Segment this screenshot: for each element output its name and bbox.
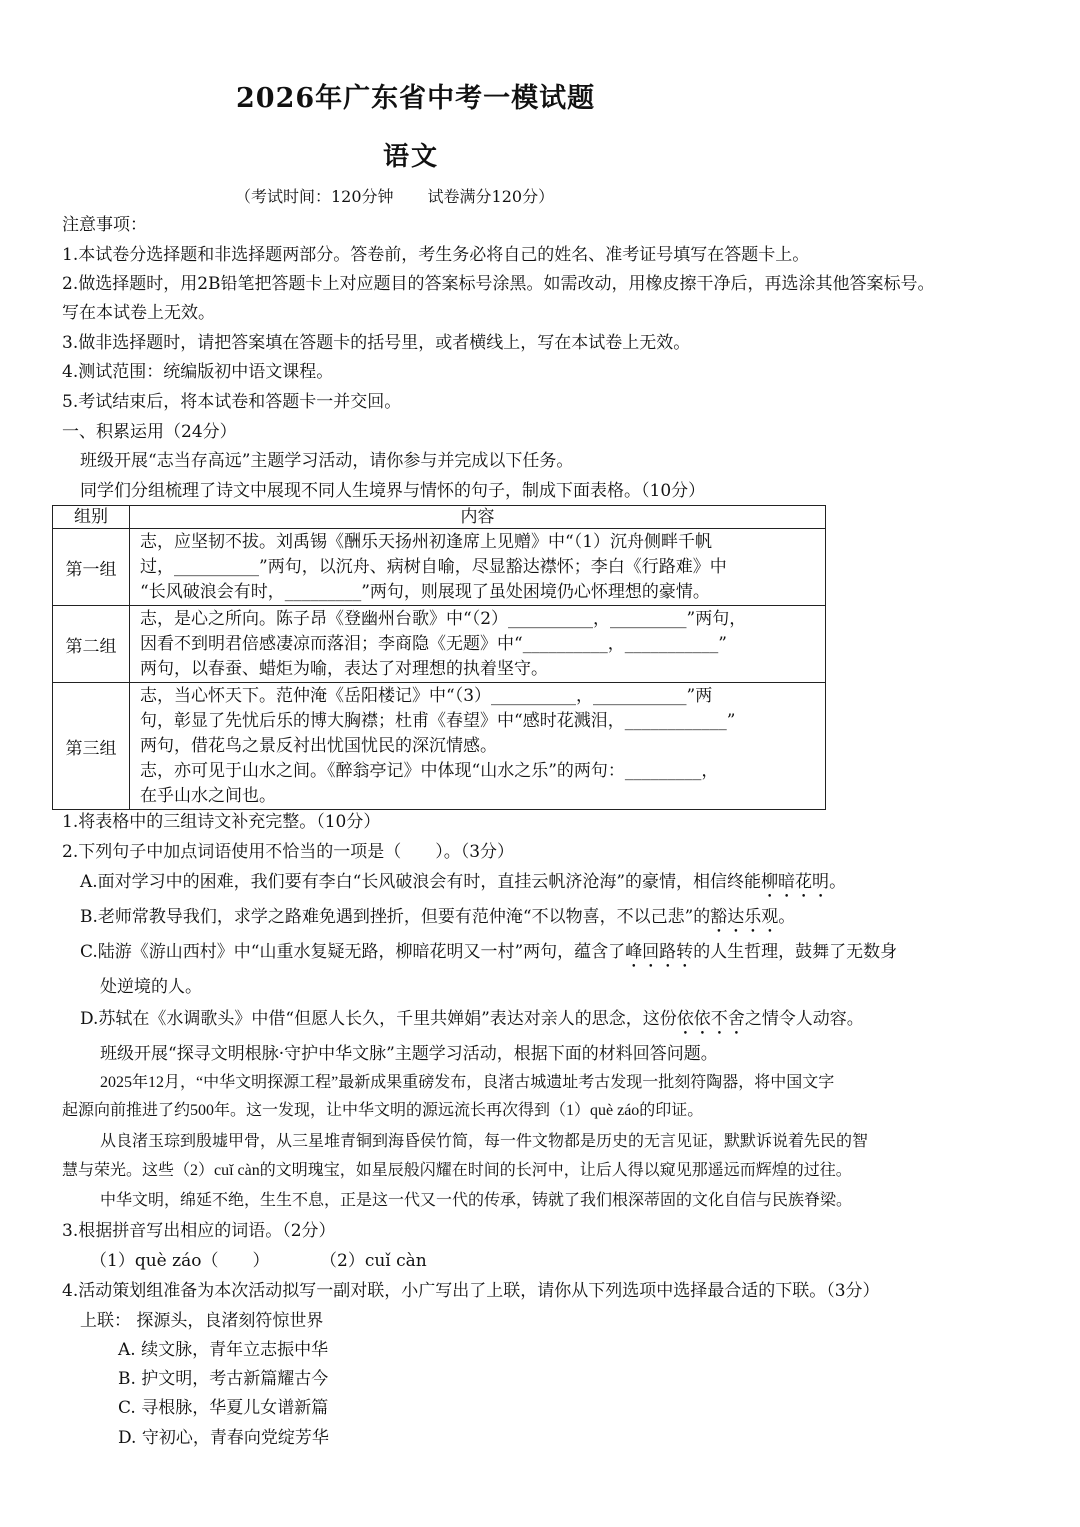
couplet-option: A. 续文脉，青年立志振中华 [118,1340,329,1360]
option-text: D.苏轼在《水调歌头》中借“但愿人长久，千里共婵娟”表达对亲人的思念，这份 [80,1009,677,1029]
table-header-row [53,506,826,529]
dotted-word: 豁达乐观 [710,907,779,927]
content-line: 过，__________”两句，以沉舟、病树自喻，尽显豁达襟怀；李白《行路难》中 [140,557,727,577]
content-line: 志，当心怀天下。范仲淹《岳阳楼记》中“（3）__________，___________”两 [140,686,713,706]
exam-time: （考试时间：120分钟 [235,187,394,206]
content-line: “长风破浪会有时，_________”两句，则展现了虽处困境仍心怀理想的豪情。 [140,582,710,602]
group-label: 第一组 [53,529,130,606]
couplet-upper: 上联： 探源头，良渚刻符惊世界 [80,1311,324,1331]
content-line: 因看不到明君倍感凄凉而落泪；李商隐《无题》中“__________，___________” [140,634,727,654]
dotted-word: 峰回路转 [625,942,694,962]
material-paragraph: 中华文明，绵延不绝，生生不息，正是这一代又一代的传承，铸就了我们根深蒂固的文化自信与民族脊梁。 [100,1192,853,1209]
option-c-continued: 处逆境的人。 [100,977,202,997]
table-row [53,529,826,606]
option-b [80,905,795,937]
question-3-item: （1）què záo（ ） [90,1251,270,1271]
question-1: 1.将表格中的三组诗文补充完整。（10分） [62,812,381,832]
group-label: 第三组 [53,683,130,810]
option-text: 。 [778,907,796,927]
material-paragraph: 起源向前推进了约500年。这一发现，让中华文明的源远流长再次得到（1）què záo的印证。 [62,1102,704,1119]
notice-item: 2.做选择题时，用2B铅笔把答题卡上对应题目的答案标号涂黑。如需改动，用橡皮擦干净后，再选涂其他答案标号。 [62,274,935,294]
exam-score: 试卷满分120分） [427,187,555,206]
question-3-stem: 3.根据拼音写出相应的词语。（2分） [62,1221,336,1241]
question-3-item: （2）cuǐ càn [320,1251,427,1271]
option-text: B.老师常教导我们，求学之路难免遇到挫折，但要有范仲淹“不以物喜，不以己悲”的 [80,907,711,927]
notice-item: 5.考试结束后，将本试卷和答题卡一并交回。 [62,392,402,412]
content-line: 两句，借花鸟之景反衬出忧国忧民的深沉情感。 [140,736,497,756]
poetry-table [52,505,826,810]
notice-item: 4.测试范围：统编版初中语文课程。 [62,362,334,382]
content-line: 句，彰显了先忧后乐的博大胸襟；杜甫《春望》中“感时花溅泪，____________” [140,711,736,731]
material-paragraph: 慧与荣光。这些（2）cuǐ càn的文明瑰宝，如星辰般闪耀在时间的长河中，让后人得以窥见那遥远而辉煌的过往。 [62,1162,852,1179]
section-intro: 班级开展“志当存高远”主题学习活动，请你参与并完成以下任务。 [80,451,574,471]
exam-title: 2026年广东省中考一模试题 [236,83,596,114]
option-a [80,870,846,902]
couplet-option: D. 守初心，青春向党绽芳华 [118,1428,329,1448]
table-row [53,606,826,683]
section2-intro: 班级开展“探寻文明根脉·守护中华文脉”主题学习活动，根据下面的材料回答问题。 [100,1044,718,1064]
group-content [130,606,826,683]
material-paragraph: 从良渚玉琮到殷墟甲骨，从三星堆青铜到海昏侯竹简，每一件文物都是历史的无言见证，默默诉说着先民的智 [100,1133,869,1150]
content-line: 志，是心之所向。陈子昂《登幽州台歌》中“（2）__________，_________”两句， [140,609,747,629]
question-2-stem: 2.下列句子中加点词语使用不恰当的一项是（ ）。（3分） [62,842,515,862]
exam-subject: 语文 [383,142,440,172]
notice-item: 3.做非选择题时，请把答案填在答题卡的括号里，或者横线上，写在本试卷上无效。 [62,333,691,353]
notice-heading: 注意事项： [62,215,147,235]
col-group-header: 组别 [53,506,130,529]
content-line: 志，亦可见于山水之间。《醉翁亭记》中体现“山水之乐”的两句：_________， [140,761,719,781]
content-line: 志，应坚韧不拔。刘禹锡《酬乐天扬州初逢席上见赠》中“（1）沉舟侧畔千帆 [140,532,713,552]
table-row [53,683,826,810]
material-paragraph: 2025年12月，“中华文明探源工程”最新成果重磅发布，良渚古城遗址考古发现一批刻符陶器，将中国文字 [100,1074,835,1091]
couplet-option: C. 寻根脉，华夏儿女谱新篇 [118,1398,329,1418]
exam-meta [235,184,554,207]
col-content-header: 内容 [130,506,826,529]
content-line: 两句，以春蚕、蜡炬为喻，表达了对理想的执着坚守。 [140,659,548,679]
option-c [80,940,897,972]
group-content [130,529,826,606]
option-text: C.陆游《游山西村》中“山重水复疑无路，柳暗花明又一村”两句，蕴含了 [80,942,626,962]
option-text: 。 [829,872,847,892]
couplet-option: B. 护文明，考古新篇耀古今 [118,1369,329,1389]
dotted-word: 依依不舍 [676,1009,745,1029]
dotted-word: 柳暗花明 [761,872,830,892]
option-d [80,1007,864,1039]
group-content [130,683,826,810]
question-4-stem: 4.活动策划组准备为本次活动拟写一副对联，小广写出了上联，请你从下列选项中选择最合适的下联。（3分） [62,1281,880,1301]
option-text: 之情令人动容。 [744,1009,864,1029]
group-label: 第二组 [53,606,130,683]
section-heading: 一、积累运用（24分） [62,422,237,442]
notice-item: 写在本试卷上无效。 [62,303,215,323]
notice-item: 1.本试卷分选择题和非选择题两部分。答卷前，考生务必将自己的姓名、准考证号填写在答题卡上。 [62,245,810,265]
table-intro: 同学们分组梳理了诗文中展现不同人生境界与情怀的句子，制成下面表格。（10分） [80,481,706,501]
option-text: A.面对学习中的困难，我们要有李白“长风破浪会有时，直挂云帆济沧海”的豪情，相信终能 [80,872,762,892]
option-text: 的人生哲理，鼓舞了无数身 [693,942,898,962]
content-line: 在乎山水之间也。 [140,786,276,806]
